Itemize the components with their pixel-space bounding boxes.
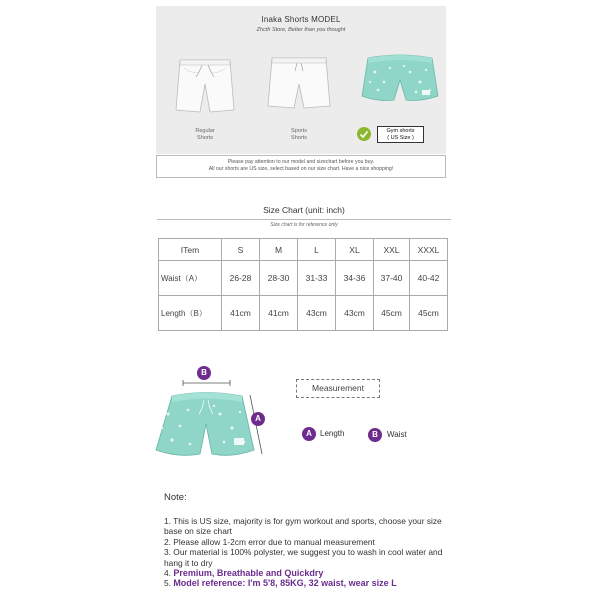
header-cell: L (298, 239, 336, 261)
note-item: 1. This is US size, majority is for gym workout and sports, choose your size base on size chart (164, 516, 442, 537)
badge-b-icon: B (197, 366, 211, 380)
table-cell: 45cm (374, 296, 410, 331)
table-cell: 41cm (222, 296, 260, 331)
size-table (158, 238, 448, 331)
sports-shorts-image (266, 54, 332, 116)
selected-check-icon (357, 127, 371, 141)
note-item: 2. Please allow 1-2cm error due to manual measurement (164, 536, 375, 547)
note-item: 4. Premium, Breathable and Quickdry (164, 568, 324, 579)
table-cell: 26-28 (222, 261, 260, 296)
legend-a-icon: A (302, 427, 316, 441)
legend-waist-label: Waist (387, 430, 407, 439)
row-label: Length（B） (159, 296, 222, 331)
notes-heading: Note: (164, 492, 187, 503)
model-panel (156, 6, 446, 154)
header-cell: S (222, 239, 260, 261)
table-cell: 31-33 (298, 261, 336, 296)
regular-shorts-image (174, 54, 236, 116)
model-title: Inaka Shorts MODEL (261, 15, 341, 24)
table-row (159, 261, 448, 296)
table-cell: 43cm (336, 296, 374, 331)
header-cell: XL (336, 239, 374, 261)
table-header-row (159, 239, 448, 261)
size-chart-subtitle: Size chart is for reference only (270, 222, 338, 228)
header-cell: XXXL (410, 239, 448, 261)
row-label: Waist（A） (159, 261, 222, 296)
model-subtitle: Zhcth Store, Better than you thought (256, 27, 346, 33)
header-cell: M (260, 239, 298, 261)
table-cell: 28-30 (260, 261, 298, 296)
table-cell: 37-40 (374, 261, 410, 296)
table-cell: 40-42 (410, 261, 448, 296)
option-regular-label: Regular Shorts (195, 128, 215, 141)
option-gym-shorts[interactable]: Gym shorts ( US Size ) (377, 126, 424, 143)
table-cell: 45cm (410, 296, 448, 331)
header-cell: XXL (374, 239, 410, 261)
note-item: 5. Model reference: I'm 5'8, 85KG, 32 waist, wear size L (164, 578, 397, 589)
divider (157, 219, 451, 220)
size-chart-title: Size Chart (unit: inch) (263, 205, 345, 215)
size-notice: Please pay attention to our model and sizechart before you buy. All our shorts are US size, select based on our size chart. Have a nice shopping! (156, 155, 446, 178)
note-item: 3. Our material is 100% polyster, we suggest you to wash in cool water and hang it to dry (164, 547, 443, 568)
table-row (159, 296, 448, 331)
header-cell: ITem (159, 239, 222, 261)
measurement-label: Measurement (296, 379, 380, 398)
gym-shorts-image (360, 52, 440, 112)
badge-a-icon: A (251, 412, 265, 426)
legend-b-icon: B (368, 428, 382, 442)
option-sports-label: Sports Shorts (291, 128, 307, 141)
notes-list (164, 516, 454, 589)
table-cell: 43cm (298, 296, 336, 331)
table-cell: 34-36 (336, 261, 374, 296)
table-cell: 41cm (260, 296, 298, 331)
legend-length-label: Length (320, 429, 345, 438)
